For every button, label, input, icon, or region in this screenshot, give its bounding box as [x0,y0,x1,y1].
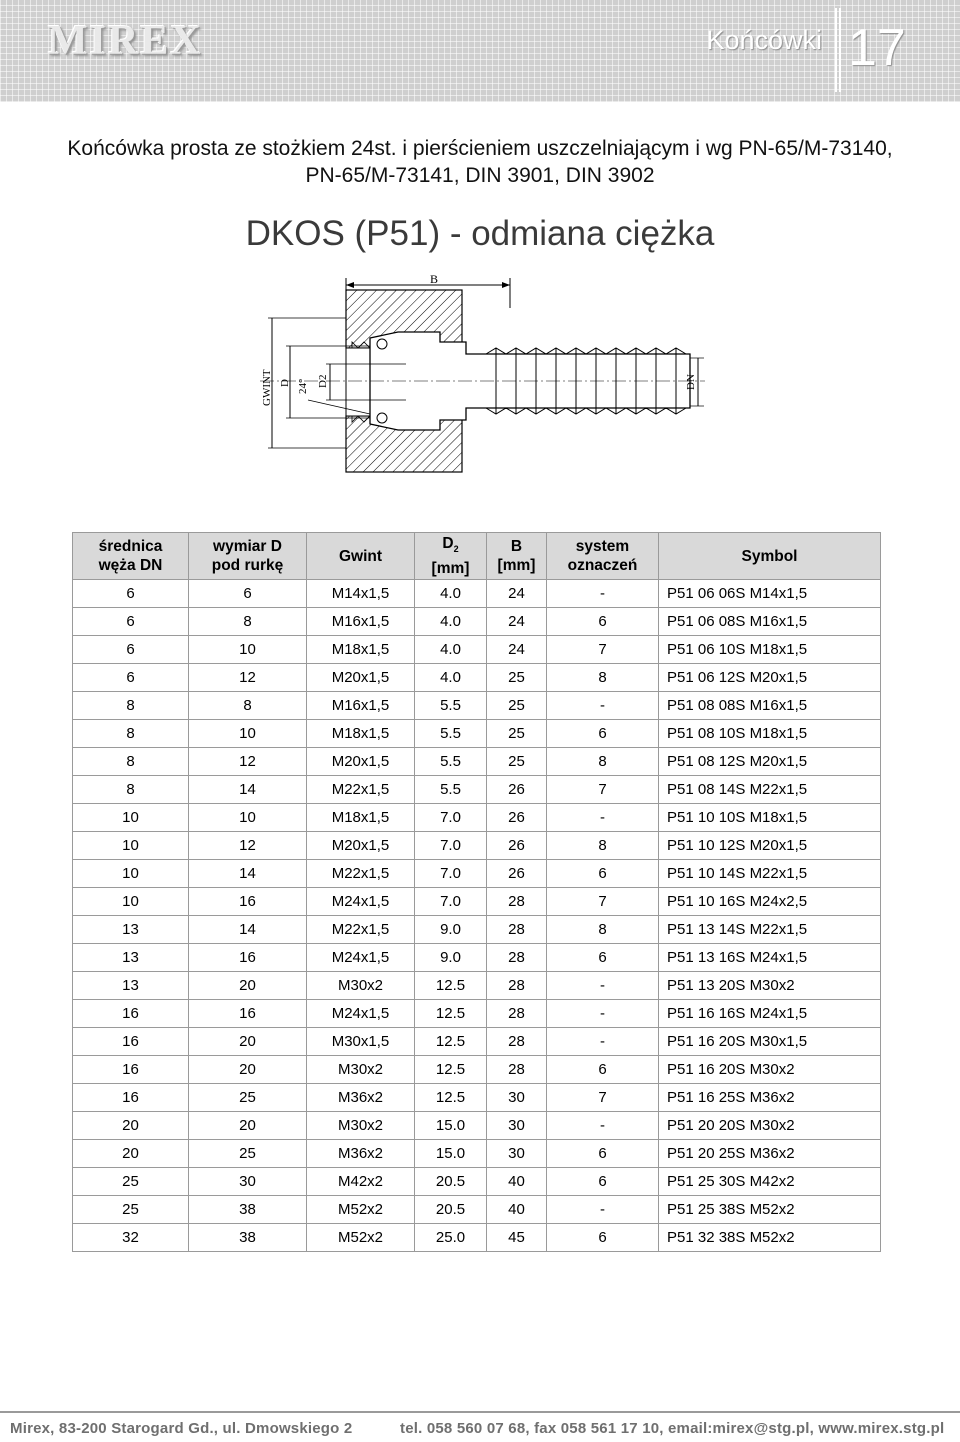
table-cell: 28 [487,916,547,944]
table-cell: M20x1,5 [307,664,415,692]
table-cell: M22x1,5 [307,776,415,804]
table-cell: 13 [73,944,189,972]
table-cell: P51 16 25S M36x2 [659,1084,881,1112]
table-cell: P51 08 14S M22x1,5 [659,776,881,804]
table-cell: - [547,972,659,1000]
table-cell: 16 [73,1084,189,1112]
table-cell: 6 [547,860,659,888]
table-cell: 12.5 [415,1056,487,1084]
header-divider [839,8,841,92]
table-row [73,832,881,860]
table-cell: 10 [73,832,189,860]
table-cell: P51 16 20S M30x1,5 [659,1028,881,1056]
table-cell: 7 [547,776,659,804]
table-row [73,1084,881,1112]
table-cell: P51 25 38S M52x2 [659,1196,881,1224]
table-cell: 16 [189,888,307,916]
table-cell: 8 [73,776,189,804]
dim-label-d2: D2 [317,374,329,388]
table-cell: 20 [189,1056,307,1084]
page-title-line-2: PN-65/M-73141, DIN 3901, DIN 3902 [305,164,655,187]
table-cell: M52x2 [307,1224,415,1252]
table-cell: P51 13 20S M30x2 [659,972,881,1000]
table-cell: 6 [73,636,189,664]
fitting-technical-drawing [240,268,710,478]
table-row [73,1028,881,1056]
table-cell: 6 [547,1224,659,1252]
table-cell: 8 [73,692,189,720]
footer-divider [0,1411,960,1413]
table-cell: P51 06 12S M20x1,5 [659,664,881,692]
table-cell: 26 [487,776,547,804]
table-cell: 25 [73,1196,189,1224]
table-cell: P51 06 06S M14x1,5 [659,580,881,608]
table-cell: 25 [189,1084,307,1112]
table-cell: 5.5 [415,692,487,720]
table-cell: P51 10 12S M20x1,5 [659,832,881,860]
table-cell: M52x2 [307,1196,415,1224]
col-header-symbol: Symbol [659,533,881,580]
page-title-line-1: Końcówka prosta ze stożkiem 24st. i pierścieniem uszczelniającym i wg PN-65/M-73140, [67,137,893,160]
table-cell: 26 [487,832,547,860]
table-cell: P51 06 10S M18x1,5 [659,636,881,664]
table-cell: 7.0 [415,804,487,832]
table-cell: 20 [73,1112,189,1140]
table-cell: 28 [487,1000,547,1028]
table-cell: 14 [189,860,307,888]
table-row [73,608,881,636]
table-cell: 4.0 [415,636,487,664]
table-row [73,580,881,608]
table-cell: 25 [487,692,547,720]
mirex-logo: MIREX [48,18,203,64]
table-cell: - [547,692,659,720]
table-body [73,580,881,1252]
table-cell: 6 [73,608,189,636]
table-cell: 12.5 [415,1000,487,1028]
table-cell: M30x2 [307,1112,415,1140]
table-cell: P51 08 12S M20x1,5 [659,748,881,776]
table-cell: 32 [73,1224,189,1252]
table-row [73,1196,881,1224]
table-cell: 45 [487,1224,547,1252]
table-cell: 12.5 [415,972,487,1000]
table-cell: 5.5 [415,720,487,748]
table-cell: 40 [487,1196,547,1224]
table-cell: 25 [487,664,547,692]
table-row [73,720,881,748]
table-cell: P51 06 08S M16x1,5 [659,608,881,636]
table-cell: 6 [73,580,189,608]
table-cell: - [547,1028,659,1056]
table-cell: M30x1,5 [307,1028,415,1056]
table-cell: P51 20 20S M30x2 [659,1112,881,1140]
table-cell: 25 [487,720,547,748]
footer-address: Mirex, 83-200 Starogard Gd., ul. Dmowskiego 2 [10,1420,353,1437]
table-cell: M20x1,5 [307,748,415,776]
table-cell: 38 [189,1224,307,1252]
table-cell: 9.0 [415,944,487,972]
table-cell: P51 10 10S M18x1,5 [659,804,881,832]
table-cell: P51 08 08S M16x1,5 [659,692,881,720]
table-cell: 6 [547,944,659,972]
table-cell: 10 [73,860,189,888]
table-cell: M24x1,5 [307,944,415,972]
table-cell: 12.5 [415,1084,487,1112]
table-cell: 8 [547,664,659,692]
col-header-d: wymiar D pod rurkę [189,533,307,580]
table-cell: 30 [487,1140,547,1168]
table-cell: P51 32 38S M52x2 [659,1224,881,1252]
table-row [73,692,881,720]
table-cell: 28 [487,888,547,916]
table-cell: P51 13 16S M24x1,5 [659,944,881,972]
table-cell: 8 [547,748,659,776]
table-cell: 28 [487,1056,547,1084]
table-cell: 10 [73,804,189,832]
table-cell: 7.0 [415,860,487,888]
table-cell: 26 [487,860,547,888]
specification-table [72,532,881,1252]
col-header-gwint: Gwint [307,533,415,580]
table-cell: 16 [73,1028,189,1056]
table-cell: M24x1,5 [307,1000,415,1028]
table-cell: 20.5 [415,1196,487,1224]
table-cell: P51 13 14S M22x1,5 [659,916,881,944]
table-cell: 24 [487,580,547,608]
dim-label-b: B [430,272,439,286]
table-cell: M18x1,5 [307,636,415,664]
table-cell: 8 [189,692,307,720]
table-cell: 13 [73,972,189,1000]
table-row [73,748,881,776]
table-cell: 4.0 [415,608,487,636]
table-cell: 6 [547,720,659,748]
table-cell: P51 08 10S M18x1,5 [659,720,881,748]
section-label: Końcówki [706,25,822,55]
table-cell: 20.5 [415,1168,487,1196]
table-cell: 28 [487,944,547,972]
table-row [73,916,881,944]
col-header-b: B [mm] [487,533,547,580]
table-header-row [73,533,881,580]
table-row [73,776,881,804]
table-cell: 12 [189,832,307,860]
table-cell: M30x2 [307,1056,415,1084]
table-cell: 25 [73,1168,189,1196]
table-cell: M36x2 [307,1140,415,1168]
table-cell: - [547,580,659,608]
table-cell: 20 [189,1112,307,1140]
table-cell: - [547,1000,659,1028]
table-cell: M16x1,5 [307,608,415,636]
table-cell: - [547,804,659,832]
table-cell: 24 [487,608,547,636]
dim-label-gwint: GWINT [261,369,273,406]
dim-label-angle: 24° [297,378,309,394]
col-header-d2: $D_2$ [mm] [415,533,487,580]
table-cell: 6 [189,580,307,608]
table-cell: 25 [487,748,547,776]
table-cell: M14x1,5 [307,580,415,608]
table-cell: 6 [547,608,659,636]
table-cell: 7 [547,888,659,916]
table-cell: 20 [189,972,307,1000]
product-heading: DKOS (P51) - odmiana ciężka [245,214,715,253]
table-row [73,944,881,972]
header-divider [835,8,837,92]
table-cell: P51 16 16S M24x1,5 [659,1000,881,1028]
table-cell: 6 [547,1056,659,1084]
table-cell: 7.0 [415,888,487,916]
table-cell: P51 16 20S M30x2 [659,1056,881,1084]
table-cell: M42x2 [307,1168,415,1196]
table-cell: 38 [189,1196,307,1224]
col-header-system: system oznaczeń [547,533,659,580]
table-row [73,1168,881,1196]
table-cell: - [547,1112,659,1140]
table-cell: 12 [189,748,307,776]
table-cell: 16 [73,1056,189,1084]
table-row [73,636,881,664]
table-cell: M24x1,5 [307,888,415,916]
table-cell: 30 [487,1112,547,1140]
table-cell: 4.0 [415,664,487,692]
table-row [73,1056,881,1084]
table-cell: 10 [73,888,189,916]
table-cell: M20x1,5 [307,832,415,860]
dim-label-d: D [279,379,291,387]
table-cell: 6 [547,1168,659,1196]
table-row [73,1000,881,1028]
table-row [73,1112,881,1140]
table-cell: 12 [189,664,307,692]
table-cell: 8 [547,916,659,944]
table-cell: M22x1,5 [307,860,415,888]
table-cell: M18x1,5 [307,804,415,832]
table-cell: 8 [189,608,307,636]
table-cell: P51 10 14S M22x1,5 [659,860,881,888]
table-cell: M16x1,5 [307,692,415,720]
table-cell: 28 [487,1028,547,1056]
table-cell: 24 [487,636,547,664]
table-row [73,804,881,832]
table-cell: 4.0 [415,580,487,608]
table-cell: 14 [189,776,307,804]
table-cell: 8 [73,720,189,748]
table-row [73,1140,881,1168]
table-row [73,972,881,1000]
table-cell: 28 [487,972,547,1000]
table-cell: 7 [547,1084,659,1112]
table-cell: 6 [73,664,189,692]
page-number: 17 [848,19,906,77]
table-cell: 5.5 [415,748,487,776]
table-cell: P51 20 25S M36x2 [659,1140,881,1168]
table-cell: 20 [189,1028,307,1056]
table-cell: 7 [547,636,659,664]
table-cell: M36x2 [307,1084,415,1112]
table-cell: 16 [189,944,307,972]
table-row [73,888,881,916]
table-cell: 15.0 [415,1112,487,1140]
table-cell: 6 [547,1140,659,1168]
table-cell: 7.0 [415,832,487,860]
table-cell: 40 [487,1168,547,1196]
table-cell: 8 [547,832,659,860]
table-cell: 13 [73,916,189,944]
table-cell: P51 10 16S M24x2,5 [659,888,881,916]
table-row [73,860,881,888]
table-cell: 9.0 [415,916,487,944]
table-cell: 10 [189,804,307,832]
table-cell: 25 [189,1140,307,1168]
table-cell: P51 25 30S M42x2 [659,1168,881,1196]
table-cell: 14 [189,916,307,944]
table-cell: 30 [189,1168,307,1196]
table-cell: 12.5 [415,1028,487,1056]
table-cell: 16 [73,1000,189,1028]
footer-contact: tel. 058 560 07 68, fax 058 561 17 10, email:mirex@stg.pl, www.mirex.stg.pl [400,1420,945,1437]
table-cell: M30x2 [307,972,415,1000]
table-cell: 16 [189,1000,307,1028]
page-header [0,0,960,102]
table-cell: 26 [487,804,547,832]
table-cell: 15.0 [415,1140,487,1168]
table-cell: 30 [487,1084,547,1112]
table-cell: 8 [73,748,189,776]
col-header-dn: średnica węża DN [73,533,189,580]
table-row [73,1224,881,1252]
table-cell: 10 [189,720,307,748]
table-cell: 20 [73,1140,189,1168]
table-cell: 25.0 [415,1224,487,1252]
table-cell: 5.5 [415,776,487,804]
table-cell: M22x1,5 [307,916,415,944]
table-cell: M18x1,5 [307,720,415,748]
table-row [73,664,881,692]
table-cell: 10 [189,636,307,664]
dim-label-dn: DN [685,374,697,390]
table-cell: - [547,1196,659,1224]
